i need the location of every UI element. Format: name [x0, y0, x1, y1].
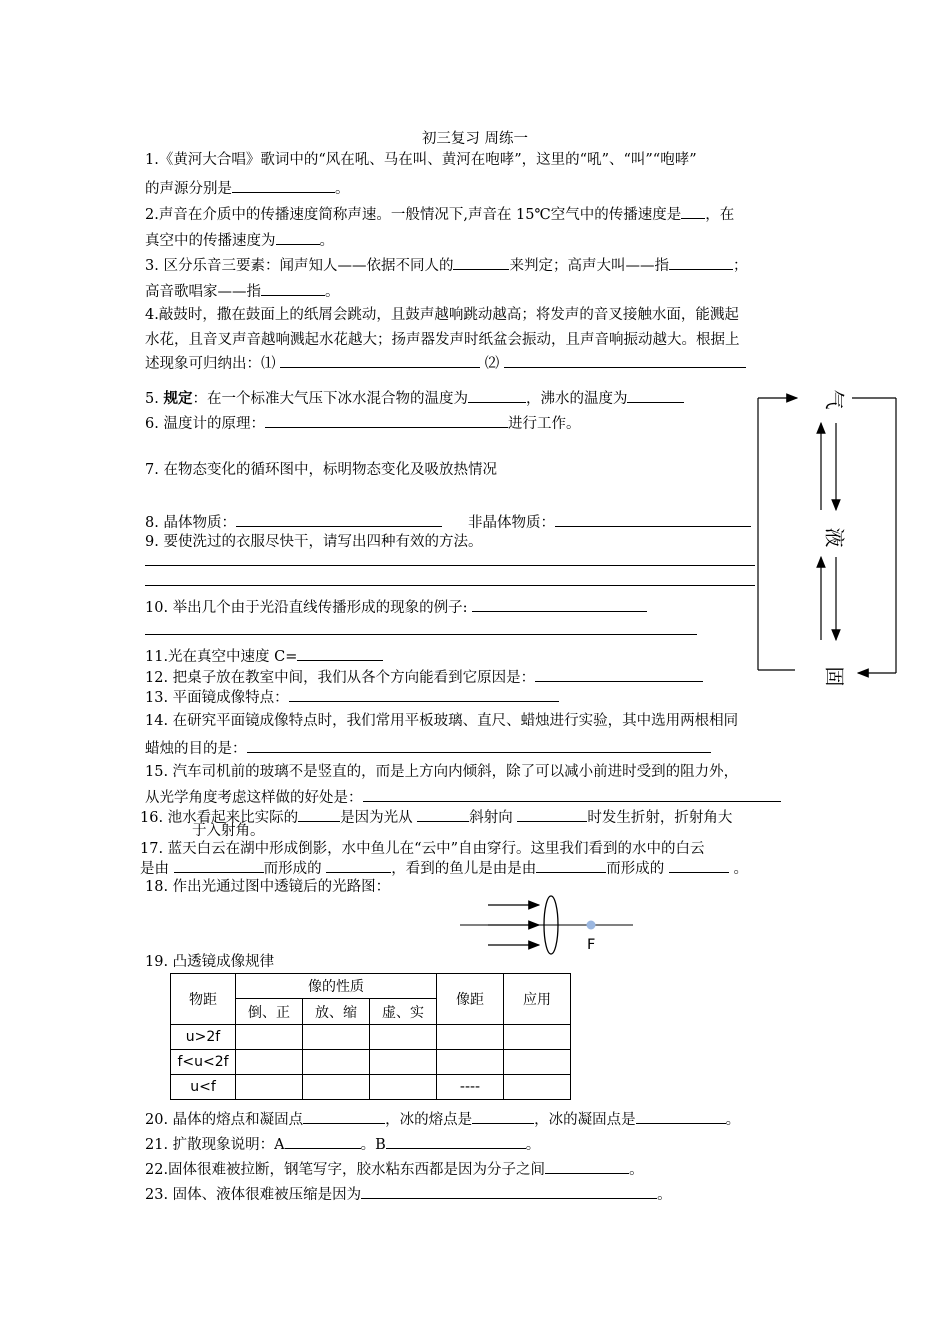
q17-blank-3[interactable] [536, 857, 606, 873]
q8-blank-crystal[interactable] [236, 511, 442, 527]
q3-line2: 高音歌唱家——指 。 [145, 280, 340, 301]
q4-line2: 水花，且音叉声音越响溅起水花越大；扬声器发声时纸盆会振动，且声音响振动越大。根据上 [145, 332, 740, 348]
q4-line3: 述现象可归纳出：⑴ ⑵ [145, 352, 746, 373]
table-cell[interactable] [370, 1075, 437, 1100]
q17-line1: 17. 蓝天白云在湖中形成倒影，水中鱼儿在“云中”自由穿行。这里我们看到的水中的白云 [140, 841, 705, 857]
table-cell[interactable] [370, 1050, 437, 1075]
q20-blank-2[interactable] [472, 1108, 534, 1124]
q22-blank[interactable] [545, 1158, 629, 1174]
table-row [171, 1050, 571, 1075]
q15-line1: 15. 汽车司机前的玻璃不是竖直的，而是上方向内倾斜，除了可以减小前进时受到的阻力外， [145, 764, 739, 780]
q3-line1: 3. 区分乐音三要素：闻声知人——依据不同人的 来判定；高声大叫——指 ； [145, 254, 747, 275]
q2-blank-air-speed[interactable] [681, 203, 705, 219]
q9-answer-line-1[interactable] [145, 565, 755, 566]
q23-blank[interactable] [361, 1183, 657, 1199]
q14-line2: 蜡烛的目的是： [145, 737, 711, 758]
table-cell[interactable] [303, 1050, 370, 1075]
row-label: u>2f [171, 1025, 236, 1050]
q18-line: 18. 作出光通过图中透镜后的光路图： [145, 879, 391, 895]
q11-blank[interactable] [297, 645, 383, 661]
q12-blank[interactable] [535, 666, 703, 682]
q23-line: 23. 固体、液体很难被压缩是因为 。 [145, 1183, 672, 1204]
table-row [171, 1025, 571, 1050]
q22-line: 22.固体很难被拉断，钢笔写字，胶水粘东西都是因为分子之间 。 [145, 1158, 644, 1179]
q20-blank-1[interactable] [303, 1108, 385, 1124]
q8-blank-noncrystal[interactable] [555, 511, 751, 527]
focus-label: F [587, 937, 596, 953]
q17-line2: 是由 而形成的 ，看到的鱼儿是由是由 而形成的 。 [140, 857, 748, 878]
q20-line: 20. 晶体的熔点和凝固点 ，冰的熔点是 ，冰的凝固点是 。 [145, 1108, 740, 1129]
table-cell[interactable] [236, 1075, 303, 1100]
focal-point [587, 921, 596, 930]
q13-blank[interactable] [289, 686, 559, 702]
q5-blank-ice[interactable] [468, 387, 526, 403]
q21-blank-b[interactable] [386, 1133, 526, 1149]
q15-line2: 从光学角度考虑这样做的好处是： [145, 786, 781, 807]
q6-blank[interactable] [265, 412, 508, 428]
q5-blank-boil[interactable] [627, 387, 684, 403]
image-distance-dash: ---- [437, 1075, 504, 1100]
q3-blank-pitch[interactable] [261, 280, 325, 296]
q16-line1: 16. 池水看起来比实际的 是因为光从 斜射向 时发生折射，折射角大 [140, 806, 732, 827]
q12-line: 12. 把桌子放在教室中间，我们从各个方向能看到它原因是： [145, 666, 703, 687]
q20-blank-3[interactable] [636, 1108, 726, 1124]
q2-blank-vacuum-speed[interactable] [276, 229, 320, 245]
gas-label: 气 [822, 389, 847, 410]
q3-blank-loudness[interactable] [669, 254, 733, 270]
q13-line: 13. 平面镜成像特点： [145, 686, 559, 707]
header-image-distance: 像距 [437, 974, 504, 1025]
q4-line1: 4.敲鼓时，撒在鼓面上的纸屑会跳动，且鼓声越响跳动越高；将发声的音叉接触水面，能溅起 [145, 307, 739, 323]
table-cell[interactable] [236, 1050, 303, 1075]
header-object-distance: 物距 [171, 974, 236, 1025]
q15-blank[interactable] [363, 786, 781, 802]
row-label: u<f [171, 1075, 236, 1100]
q16-line2: 于入射角。 [192, 823, 265, 839]
q16-blank-1[interactable] [298, 806, 340, 822]
liquid-label: 液 [822, 527, 847, 548]
header-real-virtual: 虚、实 [370, 999, 437, 1025]
q4-blank-1[interactable] [280, 352, 480, 368]
q11-line: 11.光在真空中速度 C= [145, 645, 383, 666]
table-cell[interactable] [437, 1025, 504, 1050]
header-image-nature: 像的性质 [236, 974, 437, 999]
table-cell[interactable] [303, 1075, 370, 1100]
table-cell[interactable] [370, 1025, 437, 1050]
q21-line: 21. 扩散现象说明：A 。B 。 [145, 1133, 540, 1154]
q1-line1: 1.《黄河大合唱》歌词中的“风在吼、马在叫、黄河在咆哮”，这里的“吼”、“叫”“咆哮” [145, 152, 697, 168]
q7-line: 7. 在物态变化的循环图中，标明物态变化及吸放热情况 [145, 462, 497, 478]
q6-line: 6. 温度计的原理： 进行工作。 [145, 412, 580, 433]
q19-line: 19. 凸透镜成像规律 [145, 954, 275, 970]
q10-answer-line[interactable] [145, 634, 697, 635]
q3-blank-timbre[interactable] [453, 254, 509, 270]
table-cell[interactable] [504, 1075, 571, 1100]
q9-answer-line-2[interactable] [145, 585, 755, 586]
q16-blank-2[interactable] [417, 806, 469, 822]
table-cell[interactable] [504, 1050, 571, 1075]
header-size: 放、缩 [303, 999, 370, 1025]
table-cell[interactable] [504, 1025, 571, 1050]
q5-line: 5. 规定：在一个标准大气压下冰水混合物的温度为 ，沸水的温度为 [145, 387, 684, 408]
q14-line1: 14. 在研究平面镜成像特点时，我们常用平板玻璃、直尺、蜡烛进行实验，其中选用两根相同 [145, 713, 739, 729]
q16-blank-3[interactable] [517, 806, 587, 822]
lens-imaging-table [170, 973, 571, 1100]
q9-line: 9. 要使洗过的衣服尽快干，请写出四种有效的方法。 [145, 534, 483, 550]
q8-line: 8. 晶体物质： 非晶体物质： [145, 511, 751, 532]
q10-blank[interactable] [472, 596, 647, 612]
page-title: 初三复习 周练一 [421, 131, 529, 147]
q21-blank-a[interactable] [285, 1133, 361, 1149]
header-application: 应用 [504, 974, 571, 1025]
q17-blank-2[interactable] [326, 857, 391, 873]
q17-blank-4[interactable] [669, 857, 729, 873]
solid-label: 固 [822, 666, 847, 687]
q1-line2: 的声源分别是 。 [145, 177, 350, 198]
table-cell[interactable] [236, 1025, 303, 1050]
q2-line1: 2.声音在介质中的传播速度简称声速。一般情况下,声音在 15℃空气中的传播速度是 ，在 [145, 203, 734, 224]
header-orientation: 倒、正 [236, 999, 303, 1025]
table-row [171, 1075, 571, 1100]
q10-line: 10. 举出几个由于光沿直线传播形成的现象的例子: [145, 596, 647, 617]
q1-blank[interactable] [232, 177, 335, 193]
table-cell[interactable] [303, 1025, 370, 1050]
row-label: f<u<2f [171, 1050, 236, 1075]
lens-diagram [455, 892, 645, 957]
q2-line2: 真空中的传播速度为 。 [145, 229, 334, 250]
q14-blank[interactable] [247, 737, 711, 753]
q17-blank-1[interactable] [174, 857, 264, 873]
q4-blank-2[interactable] [504, 352, 746, 368]
table-cell[interactable] [437, 1050, 504, 1075]
